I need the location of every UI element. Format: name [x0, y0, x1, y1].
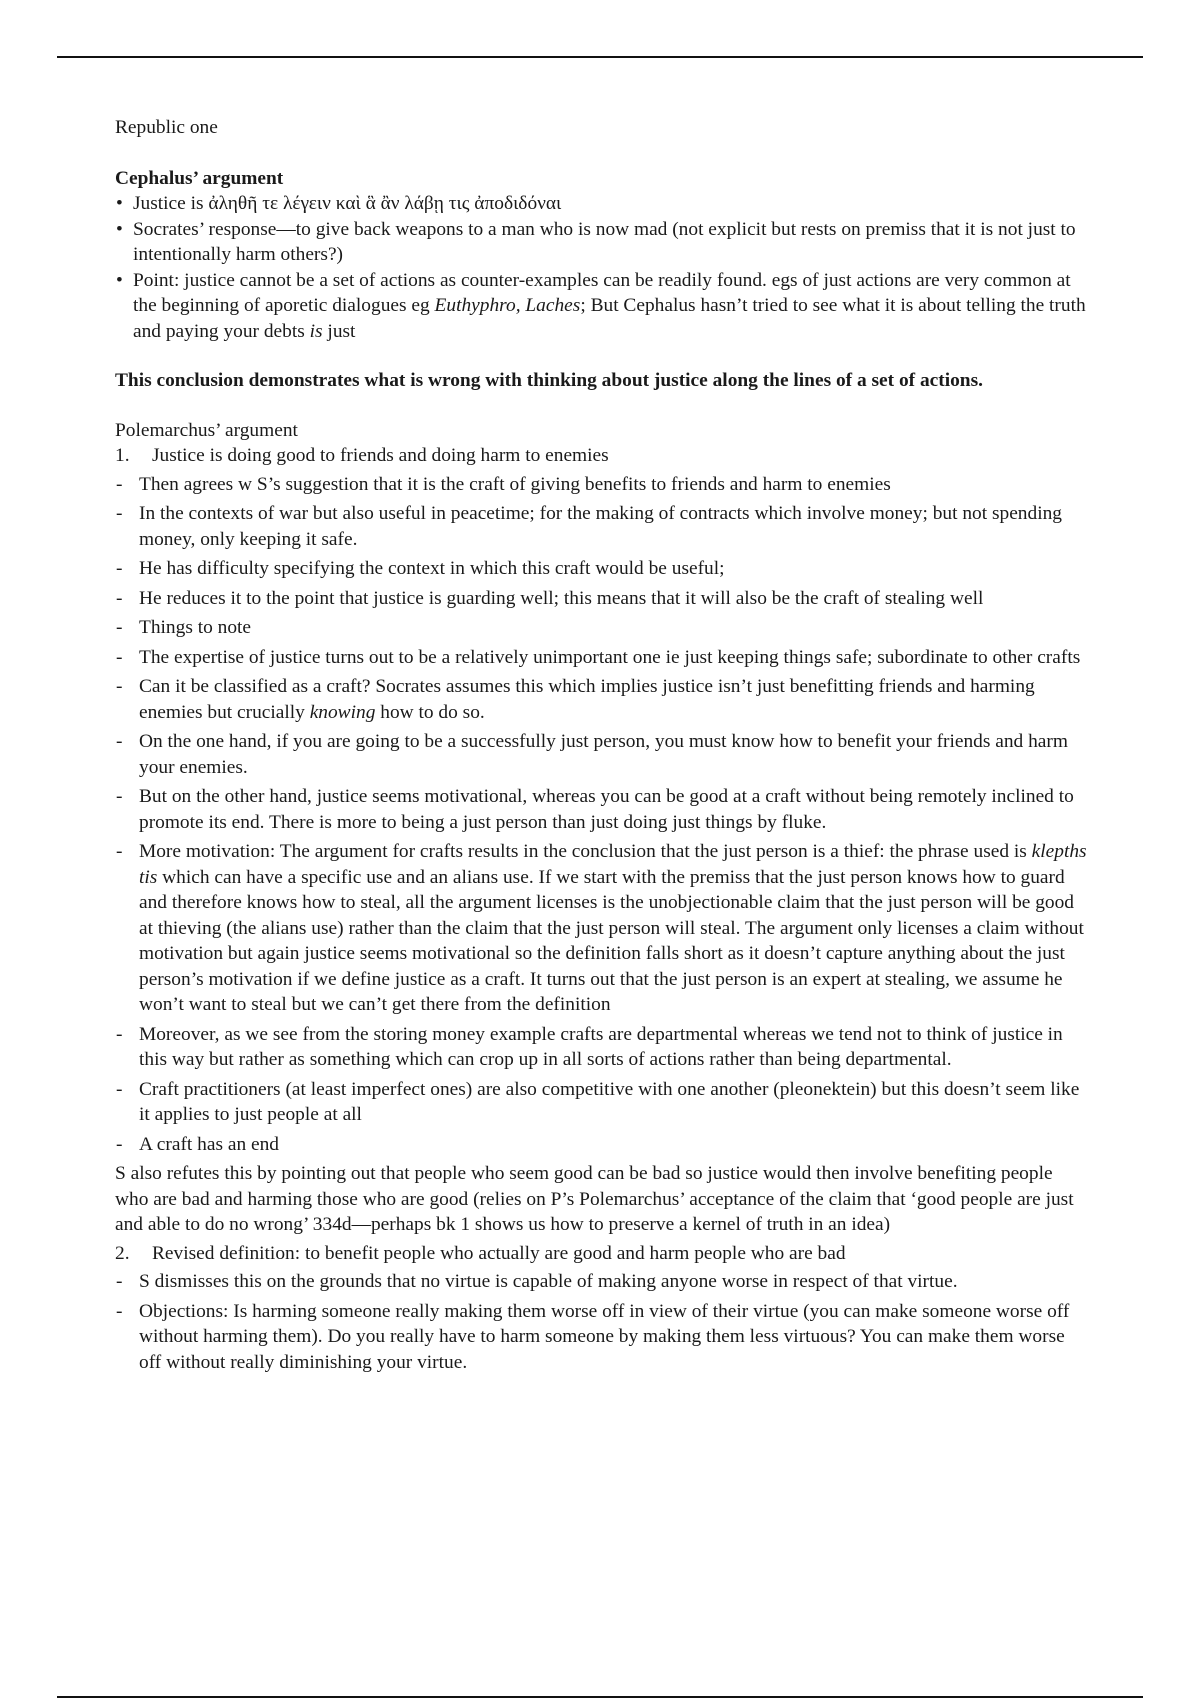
dash-item	[115, 1132, 1090, 1158]
text-run: how to do so.	[375, 701, 485, 723]
document-body	[115, 115, 1090, 1379]
numbered-point	[115, 443, 1090, 469]
polemarchus-title: Polemarchus’ argument	[115, 419, 298, 441]
text-run: Objections: Is harming someone really making them worse off in view of their virtue (you can make someone worse off without harming them). Do you really have to harm someone by making them less virtuous? You can make them worse off without really diminishing your virtue.	[139, 1300, 1070, 1373]
top-rule	[57, 56, 1143, 58]
text-run: He has difficulty specifying the context in which this craft would be useful;	[139, 558, 725, 579]
cephalus-title: Cephalus’ argument	[115, 167, 284, 189]
bullet-item	[115, 217, 1090, 268]
italic-text: knowing	[309, 701, 376, 723]
text-run: just	[322, 320, 356, 342]
dash-item	[115, 556, 1090, 582]
dash-item	[115, 729, 1090, 780]
text-run: The expertise of justice turns out to be a relatively unimportant one ie just keeping things safe; subordinate to other crafts	[139, 646, 1081, 668]
dash-item	[115, 501, 1090, 552]
dash-item	[115, 1269, 1090, 1295]
dash-item	[115, 645, 1090, 671]
polemarchus-point-2	[115, 1241, 1090, 1267]
dash-item	[115, 839, 1090, 1018]
dash-item	[115, 1022, 1090, 1073]
italic-text: klepths tis	[139, 841, 1087, 888]
text-run: In the contexts of war but also useful in peacetime; for the making of contracts which involve money; but not spending money, only keeping it safe.	[139, 503, 1062, 550]
text-run: Moreover, as we see from the storing money example crafts are departmental whereas we tend not to think of justice in this way but rather as something which can crop up in all sorts of actions rather than being departmental.	[139, 1023, 1063, 1070]
point-number: 1.	[115, 445, 130, 466]
numbered-point	[115, 1241, 1090, 1267]
polemarchus-dash-list-2	[115, 1269, 1090, 1375]
bullet-item	[115, 191, 1090, 217]
text-run: On the one hand, if you are going to be a successfully just person, you must know how to benefit your friends and harm your enemies.	[139, 731, 1068, 778]
text-run: S dismisses this on the grounds that no virtue is capable of making anyone worse in respect of that virtue.	[139, 1271, 958, 1292]
text-run: Then agrees w S’s suggestion that it is the craft of giving benefits to friends and harm to enemies	[139, 473, 891, 495]
text-run: Socrates’ response—to give back weapons to a man who is now mad (not explicit but rests on premiss that it is not just to intentionally harm others?)	[133, 218, 1076, 265]
text-run: Point: justice cannot be a set of actions as counter-examples can be readily found. egs of just actions are very common at the beginning of aporetic dialogues eg	[133, 269, 1071, 316]
cephalus-conclusion: This conclusion demonstrates what is wrong with thinking about justice along the lines of a set of actions.	[115, 370, 983, 391]
bottom-rule	[57, 1696, 1143, 1698]
point-number: 2.	[115, 1242, 130, 1264]
dash-item	[115, 472, 1090, 498]
page-heading: Republic one	[115, 117, 218, 138]
dash-item	[115, 1077, 1090, 1128]
dash-item	[115, 784, 1090, 835]
text-run: Things to note	[139, 617, 252, 638]
italic-text: Euthyphro, Laches	[434, 295, 581, 316]
point-text: Revised definition: to benefit people who actually are good and harm people who are bad	[152, 1242, 846, 1264]
text-run: He reduces it to the point that justice is guarding well; this means that it will also be the craft of stealing well	[139, 587, 984, 609]
dash-item	[115, 1299, 1090, 1376]
polemarchus-point-1	[115, 443, 1090, 469]
refutation-paragraph: S also refutes this by pointing out that people who seem good can be bad so justice would then involve benefiting people who are bad and harming those who are good (relies on P’s Polemarchus’ acceptance of the claim that ‘good people are just and able to do no wrong’ 334d—perhaps bk 1 shows us how to preserve a kernel of truth in an idea)	[115, 1163, 1074, 1235]
bullet-item	[115, 268, 1090, 345]
point-text: Justice is doing good to friends and doing harm to enemies	[152, 445, 609, 466]
dash-item	[115, 615, 1090, 641]
text-run: More motivation: The argument for crafts results in the conclusion that the just person is a thief: the phrase used is	[139, 841, 1032, 862]
text-run: ; But Cephalus hasn’t tried to see what it is about telling the truth and paying your debts	[133, 295, 1086, 342]
italic-text: is	[309, 320, 323, 342]
text-run: But on the other hand, justice seems motivational, whereas you can be good at a craft without being remotely inclined to promote its end. There is more to being a just person than just doing just things by fluke.	[139, 786, 1074, 833]
text-run: which can have a specific use and an alians use. If we start with the premiss that the just person knows how to guard and therefore knows how to steal, all the argument licenses is the unobjectionable claim that the just person will be good at thieving (the alians use) rather than the claim that the just person will steal. The argument only licenses a claim without motivation but again justice seems motivational so the definition falls short as it doesn’t capture anything about the just person’s motivation if we define justice as a craft. It turns out that the just person is an expert at stealing, we assume he won’t want to steal but we can’t get there from the definition	[139, 866, 1084, 1015]
cephalus-bullet-list	[115, 191, 1090, 344]
polemarchus-dash-list-1	[115, 472, 1090, 1158]
dash-item	[115, 586, 1090, 612]
text-run: Can it be classified as a craft? Socrates assumes this which implies justice isn’t just benefitting friends and harming enemies but crucially	[139, 676, 1035, 723]
text-run: Justice is ἀληθῆ τε λέγειν καὶ ἃ ἂν λάβῃ τις ἀποδιδόναι	[133, 193, 562, 214]
dash-item	[115, 674, 1090, 725]
text-run: A craft has an end	[139, 1133, 279, 1155]
text-run: Craft practitioners (at least imperfect ones) are also competitive with one another (pleonektein) but this doesn’t seem like it applies to just people at all	[139, 1078, 1080, 1125]
